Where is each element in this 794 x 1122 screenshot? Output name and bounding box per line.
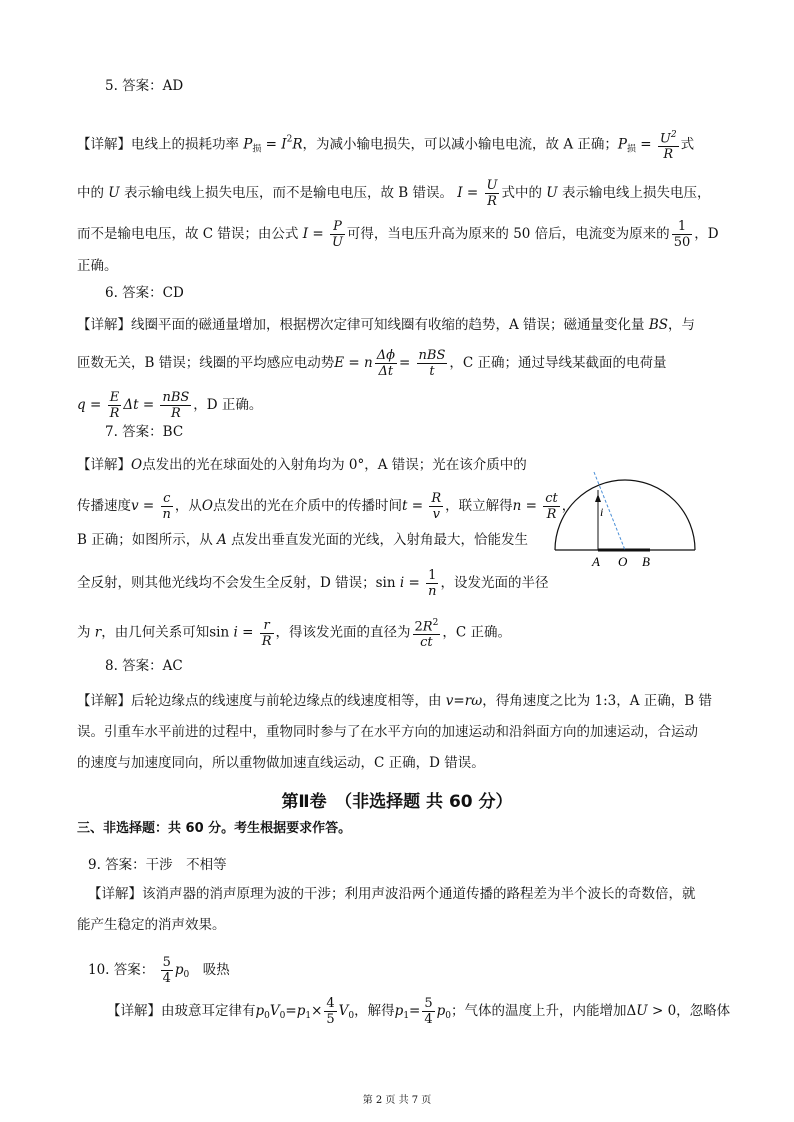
- q6-detail-line3: q = $\frac{E}{R}$ Δt = $\frac{\text{nBS}}{R}$ ，D 正确。: [77, 390, 263, 421]
- q8-detail-line1: 【详解】后轮边缘点的线速度与前轮边缘点的线速度相等，由 v=rω，得角速度之比为 1:3，A 正确，B 错: [77, 693, 712, 709]
- q9-answer: 9. 答案：干涉 不相等: [88, 857, 227, 873]
- hemisphere-arc: [555, 480, 695, 550]
- q5-detail-line4: 正确。: [77, 258, 118, 274]
- q9-detail-line1: 【详解】该消声器的消声原理为波的干涉；利用声波沿两个通道传播的路程差为半个波长的奇数倍，就: [88, 886, 696, 902]
- ray-arrow: [595, 494, 601, 502]
- q7-detail-line4: 全反射，则其他光线均不会发生全反射，D 错误；sin i = $\frac{1}{n}$ ，设发光面的半径: [77, 568, 549, 599]
- q7-hemisphere-figure: [550, 470, 710, 570]
- section-title: 第Ⅱ卷 （非选择题 共 60 分）: [281, 792, 513, 812]
- q6-detail-line2: 匝数无关，B 错误；线圈的平均感应电动势E = n $\frac{\Delta\phi}{\Delta t}$ = $\frac{\text{nBS}}{t}$ ，C 正确；通过导线某截面的电荷量: [77, 348, 667, 379]
- figure-label-o: O: [618, 554, 628, 569]
- q6-detail-line1: 【详解】线圈平面的磁通量增加，根据楞次定律可知线圈有收缩的趋势，A 错误；磁通量变化量 BS，与: [77, 317, 696, 333]
- section-subtitle: 三、非选择题：共 60 分。考生根据要求作答。: [77, 821, 352, 836]
- figure-label-b: B: [642, 554, 650, 569]
- q7-detail-line1: 【详解】O点发出的光在球面处的入射角均为 0°，A 错误；光在该介质中的: [77, 457, 527, 473]
- q7-answer: 7. 答案：BC: [105, 424, 184, 440]
- q5-detail-line3: 而不是输电电压，故 C 错误；由公式 I = $\frac{P}{U}$ 可得，当电压升高为原来的 50 倍后，电流变为原来的 $\frac{1}{50}$ ，D: [77, 219, 719, 250]
- q9-detail-line2: 能产生稳定的消声效果。: [77, 917, 226, 933]
- q6-answer: 6. 答案：CD: [105, 285, 184, 301]
- q8-detail-line2: 误。引重车水平前进的过程中，重物同时参与了在水平方向的加速运动和沿斜面方向的加速运动，合运动: [77, 724, 698, 740]
- q8-answer: 8. 答案：AC: [105, 658, 183, 674]
- figure-label-i: i: [600, 505, 604, 519]
- q8-detail-line3: 的速度与加速度同向，所以重物做加速直线运动，C 正确，D 错误。: [77, 755, 485, 771]
- page-footer: 第 2 页 共 7 页: [362, 1095, 432, 1106]
- figure-label-a: A: [592, 554, 600, 569]
- normal-dashed-line: [594, 472, 625, 550]
- q7-detail-line2: 传播速度v = $\frac{c}{n}$ ，从O点发出的光在介质中的传播时间t = $\frac{R}{v}$ ，联立解得n = $\frac{ct}{R}$ ，: [77, 491, 576, 522]
- q5-detail-line1: 【详解】电线上的损耗功率 $P_损 = I^2R$，为减小输电损失，可以减小输电电流，故 A 正确；$P_损$ = $\frac{U^2}{R}$ 式: [77, 130, 695, 163]
- q10-detail-line1: 【详解】由玻意耳定律有$p_0V_0=p_1\times$ $\frac{4}{5}$ $V_0$，解得$p_1=$ $\frac{5}{4}$ $p_0$；气体的温度上升，内能增加ΔU > 0，忽略体: [107, 996, 731, 1027]
- q7-detail-line3: B 正确；如图所示，从 A 点发出垂直发光面的光线，入射角最大，恰能发生: [77, 532, 529, 548]
- q10-answer: 10. 答案： $\frac{5}{4}$ $p_0$ 吸热: [88, 955, 230, 986]
- q5-answer: 5. 答案：AD: [105, 78, 184, 94]
- q5-detail-line2: 中的 U 表示输电线上损失电压，而不是输电电压，故 B 错误。 I = $\frac{U}{R}$ 式中的 U 表示输电线上损失电压，: [77, 178, 711, 209]
- q7-detail-line5: 为 r，由几何关系可知sin i = $\frac{r}{R}$ ，得该发光面的直径为 $\frac{2R^2}{ct}$ ，C 正确。: [77, 617, 511, 651]
